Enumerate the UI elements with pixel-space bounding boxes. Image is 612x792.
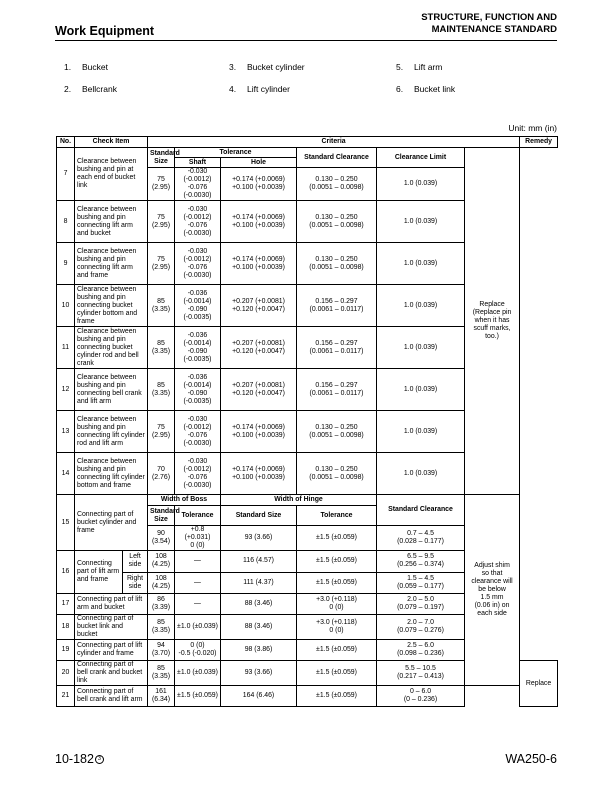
document-title-line-1: STRUCTURE, FUNCTION AND bbox=[421, 12, 557, 23]
check-item: Clearance between bushing and pin connecting bell crank and lift arm bbox=[75, 369, 148, 411]
check-item: Connecting part of bell crank and lift arm bbox=[75, 686, 148, 707]
clearance-limit: 1.0 (0.039) bbox=[377, 327, 465, 369]
boss-tolerance: 0 (0) -0.5 (-0.020) bbox=[175, 640, 221, 661]
maintenance-standard-table bbox=[56, 136, 558, 707]
shaft-tolerance: -0.030 (-0.0012) -0.076 (-0.0030) bbox=[175, 411, 221, 453]
boss-tolerance: ±1.0 (±0.039) bbox=[175, 615, 221, 640]
standard-clearance: 0.156 – 0.297 (0.0061 – 0.0117) bbox=[297, 285, 377, 327]
check-item: Clearance between bushing and pin connecting lift arm and frame bbox=[75, 243, 148, 285]
standard-size: 85 (3.35) bbox=[148, 285, 175, 327]
shaft-tolerance: -0.036 (-0.0014) -0.090 (-0.0035) bbox=[175, 369, 221, 411]
hole-tolerance: +0.207 (+0.0081) +0.120 (+0.0047) bbox=[221, 285, 297, 327]
standard-clearance: 2.5 – 6.0 (0.098 – 0.236) bbox=[377, 640, 465, 661]
row-number: 17 bbox=[57, 594, 75, 615]
clearance-limit: 1.0 (0.039) bbox=[377, 369, 465, 411]
check-item: Clearance between bushing and pin connecting bucket cylinder rod and bell crank bbox=[75, 327, 148, 369]
standard-size: 85 (3.35) bbox=[148, 369, 175, 411]
shaft-tolerance: -0.036 (-0.0014) -0.090 (-0.0035) bbox=[175, 327, 221, 369]
row-number: 7 bbox=[57, 148, 75, 201]
standard-size: 85 (3.35) bbox=[148, 327, 175, 369]
standard-clearance: 6.5 – 9.5 (0.256 – 0.374) bbox=[377, 551, 465, 573]
standard-clearance: 0.130 – 0.250 (0.0051 – 0.0098) bbox=[297, 168, 377, 201]
header-standard-clearance: Standard Clearance bbox=[377, 495, 465, 526]
boss-tolerance: ±1.5 (±0.059) bbox=[175, 686, 221, 707]
hinge-tolerance: +3.0 (+0.118) 0 (0) bbox=[297, 594, 377, 615]
hole-tolerance: +0.174 (+0.0069) +0.100 (+0.0039) bbox=[221, 411, 297, 453]
boss-size: 108 (4.25) bbox=[148, 551, 175, 573]
boss-size: 86 (3.39) bbox=[148, 594, 175, 615]
hinge-tolerance: ±1.5 (±0.059) bbox=[297, 661, 377, 686]
hinge-tolerance: ±1.5 (±0.059) bbox=[297, 551, 377, 573]
check-item: Clearance between bushing and pin connecting lift cylinder bottom and frame bbox=[75, 453, 148, 495]
standard-clearance: 0 – 6.0 (0 – 0.236) bbox=[377, 686, 465, 707]
check-item: Clearance between bushing and pin at each end of bucket link bbox=[75, 148, 148, 201]
row-number: 8 bbox=[57, 201, 75, 243]
standard-clearance: 0.130 – 0.250 (0.0051 – 0.0098) bbox=[297, 411, 377, 453]
row-number: 21 bbox=[57, 686, 75, 707]
shaft-tolerance: -0.030 (-0.0012) -0.076 (-0.0030) bbox=[175, 168, 221, 201]
row-number: 19 bbox=[57, 640, 75, 661]
hinge-size: 111 (4.37) bbox=[221, 572, 297, 594]
standard-clearance: 0.7 – 4.5 (0.028 – 0.177) bbox=[377, 526, 465, 551]
document-title bbox=[421, 12, 557, 36]
header-width-of-hinge: Width of Hinge bbox=[221, 495, 377, 506]
table-header-row bbox=[57, 137, 558, 148]
section-title: Work Equipment bbox=[55, 24, 155, 38]
legend-item: 6. Bucket link bbox=[396, 84, 456, 94]
check-item: Connecting part of lift arm and bucket bbox=[75, 594, 148, 615]
row-number: 14 bbox=[57, 453, 75, 495]
row-number: 13 bbox=[57, 411, 75, 453]
boss-tolerance: — bbox=[175, 551, 221, 573]
shaft-tolerance: -0.036 (-0.0014) -0.090 (-0.0035) bbox=[175, 285, 221, 327]
standard-clearance: 0.130 – 0.250 (0.0051 – 0.0098) bbox=[297, 243, 377, 285]
right-side-label: Right side bbox=[126, 574, 144, 590]
boss-size: 85 (3.35) bbox=[148, 615, 175, 640]
standard-clearance: 0.156 – 0.297 (0.0061 – 0.0117) bbox=[297, 369, 377, 411]
header-standard-size: Standard Size bbox=[148, 148, 175, 168]
hinge-size: 116 (4.57) bbox=[221, 551, 297, 573]
boss-tolerance: +0.8 (+0.031) 0 (0) bbox=[175, 526, 221, 551]
header-boss-tolerance: Tolerance bbox=[175, 506, 221, 526]
hinge-tolerance: ±1.5 (±0.059) bbox=[297, 686, 377, 707]
row-number: 10 bbox=[57, 285, 75, 327]
hinge-size: 88 (3.46) bbox=[221, 594, 297, 615]
hole-tolerance: +0.174 (+0.0069) +0.100 (+0.0039) bbox=[221, 453, 297, 495]
standard-clearance: 5.5 – 10.5 (0.217 – 0.413) bbox=[377, 661, 465, 686]
hinge-size: 93 (3.66) bbox=[221, 661, 297, 686]
check-item: Clearance between bushing and pin connecting lift cylinder rod and lift arm bbox=[75, 411, 148, 453]
table-subheader-row bbox=[57, 495, 558, 506]
standard-clearance: 1.5 – 4.5 (0.059 – 0.177) bbox=[377, 572, 465, 594]
standard-clearance: 2.0 – 7.0 (0.079 – 0.276) bbox=[377, 615, 465, 640]
clearance-limit: 1.0 (0.039) bbox=[377, 243, 465, 285]
check-item bbox=[75, 551, 148, 594]
check-item: Connecting part of bell crank and bucket link bbox=[75, 661, 148, 686]
header-check-item: Check Item bbox=[75, 137, 148, 148]
hole-tolerance: +0.174 (+0.0069) +0.100 (+0.0039) bbox=[221, 243, 297, 285]
hinge-size: 93 (3.66) bbox=[221, 526, 297, 551]
row-number: 20 bbox=[57, 661, 75, 686]
clearance-limit: 1.0 (0.039) bbox=[377, 168, 465, 201]
legend-item: 3. Bucket cylinder bbox=[229, 62, 305, 72]
hole-tolerance: +0.207 (+0.0081) +0.120 (+0.0047) bbox=[221, 369, 297, 411]
remedy-replace: Replace bbox=[520, 661, 558, 707]
hinge-tolerance: ±1.5 (±0.059) bbox=[297, 526, 377, 551]
header-width-of-boss: Width of Boss bbox=[148, 495, 221, 506]
header-standard-clearance: Standard Clearance bbox=[297, 148, 377, 168]
header-shaft: Shaft bbox=[175, 158, 221, 168]
hole-tolerance: +0.174 (+0.0069) +0.100 (+0.0039) bbox=[221, 201, 297, 243]
remedy-adjust-shim: Adjust shim so that clearance will be below 1.5 mm (0.06 in) on each side bbox=[465, 495, 520, 686]
clearance-limit: 1.0 (0.039) bbox=[377, 285, 465, 327]
boss-size: 94 (3.70) bbox=[148, 640, 175, 661]
header-hinge-standard-size: Standard Size bbox=[221, 506, 297, 526]
row-number: 9 bbox=[57, 243, 75, 285]
hinge-size: 164 (6.46) bbox=[221, 686, 297, 707]
header-remedy: Remedy bbox=[520, 137, 558, 148]
legend-item: 1. Bucket bbox=[64, 62, 108, 72]
document-title-line-2: MAINTENANCE STANDARD bbox=[431, 24, 557, 35]
header-boss-standard-size: Standard Size bbox=[148, 506, 175, 526]
standard-clearance: 2.0 – 5.0 (0.079 – 0.197) bbox=[377, 594, 465, 615]
row-number: 16 bbox=[57, 551, 75, 594]
revision-mark: 3 bbox=[95, 755, 104, 764]
hole-tolerance: +0.174 (+0.0069) +0.100 (+0.0039) bbox=[221, 168, 297, 201]
boss-tolerance: — bbox=[175, 594, 221, 615]
check-item-text: Connecting part of lift arm and frame bbox=[75, 551, 123, 593]
row-number: 15 bbox=[57, 495, 75, 551]
shaft-tolerance: -0.030 (-0.0012) -0.076 (-0.0030) bbox=[175, 453, 221, 495]
check-item: Connecting part of lift cylinder and frame bbox=[75, 640, 148, 661]
clearance-limit: 1.0 (0.039) bbox=[377, 411, 465, 453]
legend-item: 2. Bellcrank bbox=[64, 84, 117, 94]
hinge-size: 98 (3.86) bbox=[221, 640, 297, 661]
table-subheader-row bbox=[57, 148, 558, 158]
hinge-tolerance: ±1.5 (±0.059) bbox=[297, 640, 377, 661]
model-name: WA250-6 bbox=[505, 752, 557, 766]
boss-tolerance: — bbox=[175, 572, 221, 594]
standard-size: 70 (2.76) bbox=[148, 453, 175, 495]
standard-size: 75 (2.95) bbox=[148, 168, 175, 201]
row-number: 18 bbox=[57, 615, 75, 640]
hinge-tolerance: +3.0 (+0.118) 0 (0) bbox=[297, 615, 377, 640]
standard-clearance: 0.130 – 0.250 (0.0051 – 0.0098) bbox=[297, 201, 377, 243]
legend-item: 5. Lift arm bbox=[396, 62, 443, 72]
remedy-replace-pin: Replace (Replace pin when it has scuff marks, too.) bbox=[465, 148, 520, 495]
check-item: Clearance between bushing and pin connecting bucket cylinder bottom and frame bbox=[75, 285, 148, 327]
legend-item: 4. Lift cylinder bbox=[229, 84, 290, 94]
standard-clearance: 0.156 – 0.297 (0.0061 – 0.0117) bbox=[297, 327, 377, 369]
clearance-limit: 1.0 (0.039) bbox=[377, 453, 465, 495]
left-side-label: Left side bbox=[123, 551, 147, 573]
units-label: Unit: mm (in) bbox=[508, 123, 557, 133]
standard-size: 75 (2.95) bbox=[148, 201, 175, 243]
check-item: Connecting part of bucket cylinder and frame bbox=[75, 495, 148, 551]
clearance-limit: 1.0 (0.039) bbox=[377, 201, 465, 243]
standard-size: 75 (2.95) bbox=[148, 411, 175, 453]
header-criteria: Criteria bbox=[148, 137, 520, 148]
header-no: No. bbox=[57, 137, 75, 148]
header-rule bbox=[55, 40, 557, 41]
boss-size: 161 (6.34) bbox=[148, 686, 175, 707]
table-row bbox=[57, 686, 558, 707]
standard-clearance: 0.130 – 0.250 (0.0051 – 0.0098) bbox=[297, 453, 377, 495]
boss-size: 90 (3.54) bbox=[148, 526, 175, 551]
boss-size: 85 (3.35) bbox=[148, 661, 175, 686]
header-tolerance: Tolerance bbox=[175, 148, 297, 158]
row-number: 11 bbox=[57, 327, 75, 369]
hinge-size: 88 (3.46) bbox=[221, 615, 297, 640]
page-number: 10-182 3 bbox=[55, 752, 104, 766]
boss-size: 108 (4.25) bbox=[148, 572, 175, 594]
boss-tolerance: ±1.0 (±0.039) bbox=[175, 661, 221, 686]
shaft-tolerance: -0.030 (-0.0012) -0.076 (-0.0030) bbox=[175, 201, 221, 243]
row-number: 12 bbox=[57, 369, 75, 411]
hinge-tolerance: ±1.5 (±0.059) bbox=[297, 572, 377, 594]
header-hinge-tolerance: Tolerance bbox=[297, 506, 377, 526]
header-hole: Hole bbox=[221, 158, 297, 168]
header-clearance-limit: Clearance Limit bbox=[377, 148, 465, 168]
standard-size: 75 (2.95) bbox=[148, 243, 175, 285]
check-item: Clearance between bushing and pin connecting lift arm and bucket bbox=[75, 201, 148, 243]
check-item: Connecting part of bucket link and bucket bbox=[75, 615, 148, 640]
shaft-tolerance: -0.030 (-0.0012) -0.076 (-0.0030) bbox=[175, 243, 221, 285]
hole-tolerance: +0.207 (+0.0081) +0.120 (+0.0047) bbox=[221, 327, 297, 369]
